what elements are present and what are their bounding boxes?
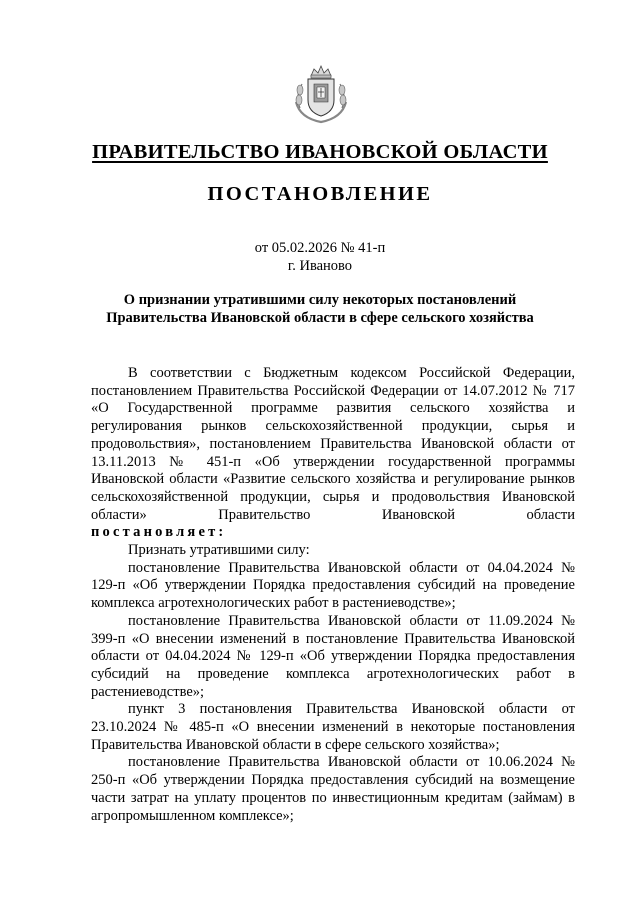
- subject-line-2: Правительства Ивановской области в сфере сельского хозяйства: [106, 309, 534, 326]
- repealed-item-3: пункт 3 постановления Правительства Ивановской области от 23.10.2024 № 485-п «О внесении изменений в некоторые постановления Правительства Ивановской области в сфере сельского хозяйства»;: [91, 701, 575, 753]
- government-title: ПРАВИТЕЛЬСТВО ИВАНОВСКОЙ ОБЛАСТИ: [92, 141, 548, 163]
- intro-paragraph: Признать утратившими силу:: [128, 542, 310, 559]
- repealed-item-2: постановление Правительства Ивановской области от 11.09.2024 № 399-п «О внесении изменений в постановление Правительства Ивановской области от 04.04.2024 № 129-п «Об утверждении Порядка предоставления субсидий на проведение комплекса агротехнологических работ в растениеводстве»;: [91, 612, 575, 700]
- document-subject: [0, 292, 640, 327]
- date-number: от 05.02.2026 № 41-п: [254, 240, 386, 256]
- repealed-item-1: постановление Правительства Ивановской области от 04.04.2024 № 129-п «Об утверждении Порядка предоставления субсидий на проведение комплекса агротехнологических работ в растениеводстве»;: [91, 559, 575, 612]
- city: г. Иваново: [287, 258, 353, 274]
- coat-of-arms-icon: [290, 62, 352, 124]
- document-type-title: ПОСТАНОВЛЕНИЕ: [207, 183, 433, 205]
- decrees-label: постановляет:: [91, 524, 227, 541]
- preamble-paragraph: В соответствии с Бюджетным кодексом Российской Федерации, постановлением Правительства Российской Федерации от 14.07.2012 № 717 «О Государственной программе развития сельского хозяйства и регулирования рынков сельскохозяйственной продукции, сырья и продовольствия», постановлением Правительства Ивановской области от 13.11.2013 № 451-п «Об утверждении государственной программы Ивановской области «Развитие сельского хозяйства и регулирование рынков сельскохозяйственной продукции, сырья и продовольствия Ивановской области» Правительство Ивановской области: [91, 365, 575, 523]
- repealed-item-4: постановление Правительства Ивановской области от 10.06.2024 № 250-п «Об утверждении Порядка предоставления субсидий на возмещение части затрат на уплату процентов по инвестиционным кредитам (займам) в агропромышленном комплексе»;: [91, 754, 575, 824]
- subject-line-1: О признании утратившими силу некоторых постановлений: [123, 292, 517, 308]
- document-body: [91, 365, 575, 825]
- decrees-word: [91, 524, 575, 542]
